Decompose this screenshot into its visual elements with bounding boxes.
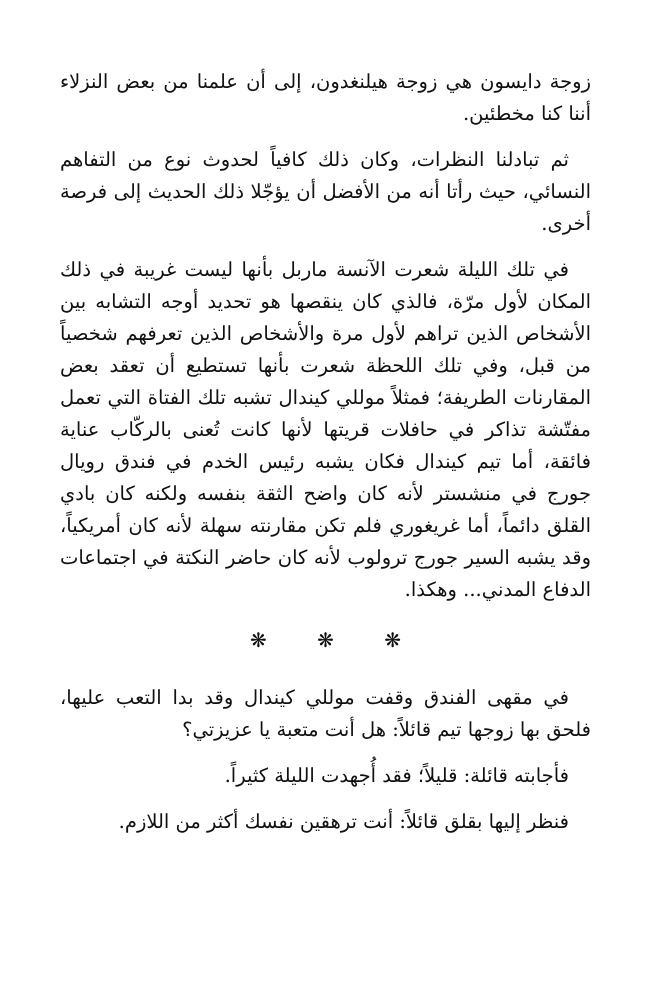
paragraph: في مقهى الفندق وقفت موللي كيندال وقد بدا التعب عليها، فلحق بها زوجها تيم قائلاً: هل أنت متعبة يا عزيزتي؟ — [60, 686, 591, 741]
paragraph: في تلك الليلة شعرت الآنسة ماربل بأنها ليست غريبة في ذلك المكان لأول مرّة، فالذي كان ينقصها هو تحديد أوجه التشابه بين الأشخاص الذين تراهم لأول مرة والأشخاص الذين تعرفهم شخصياً من قبل، وفي تلك اللحظة شعرت بأنها تستطيع أن تعقد بعض المقارنات الطريفة؛ فمثلاً موللي كيندال تشبه تلك الفتاة التي تعمل مفتّشة تذاكر في حافلات قريتها لأنها كانت تُعنى بالركّاب عناية فائقة، أما تيم كيندال فكان يشبه رئيس الخدم في فندق رويال جورج في منشستر لأنه كان واضح الثقة بنفسه ولكنه كان بادي القلق دائماً، أما غريغوري فلم تكن مقارنته سهلة لأنه كان أمريكياً، وقد يشبه السير جورج ترولوب لأنه كان حاضر النكتة في اجتماعات الدفاع المدني... وهكذا. — [60, 258, 591, 601]
paragraph: فأجابته قائلة: قليلاً؛ فقد أُجهدت الليلة كثيراً. — [224, 764, 569, 787]
paragraph: زوجة دايسون هي زوجة هيلنغدون، إلى أن علمنا من بعض النزلاء أننا كنا مخطئين. — [60, 70, 591, 125]
paragraph: ثم تبادلنا النظرات، وكان ذلك كافياً لحدوث نوع من التفاهم النسائي، حيث رأتا أنه من الأفضل أن يؤجّلا ذلك الحديث إلى فرصة أخرى. — [60, 148, 591, 235]
book-page — [60, 66, 591, 852]
paragraph: فنظر إليها بقلق قائلاً: أنت ترهقين نفسك أكثر من اللازم. — [118, 810, 569, 833]
section-separator: ❋ ❋ ❋ — [250, 628, 423, 652]
